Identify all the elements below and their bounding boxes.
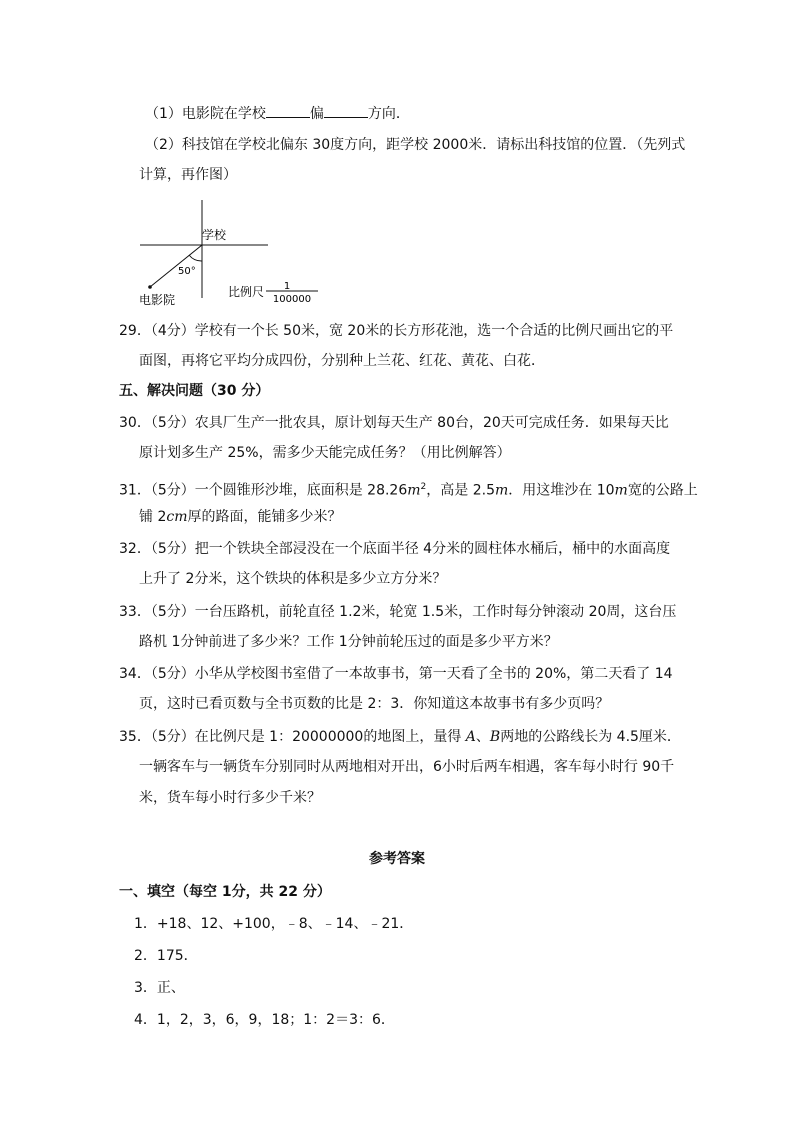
q31-unit-1: m xyxy=(407,482,421,499)
answer-1: 1．+18、12、+100，﹣8、﹣14、﹣21． xyxy=(134,916,414,932)
q31-line1-b: ，高是 2.5 xyxy=(426,482,495,499)
section5-heading: 五、解决问题（30 分） xyxy=(119,383,270,399)
q28-part2-line1: （2）科技馆在学校北偏东 30度方向，距学校 2000米．请标出科技馆的位置．（先列式 xyxy=(145,137,686,153)
q35-point-b: B xyxy=(489,729,501,745)
school-label: 学校 xyxy=(202,228,227,242)
q28-part1-text-b: 偏 xyxy=(309,106,324,122)
answer-2: 2．175． xyxy=(134,948,198,964)
q28-blank-1 xyxy=(266,103,310,118)
q31-line2-b: 厚的路面，能铺多少米？ xyxy=(187,509,342,525)
q35-line2: 一辆客车与一辆货车分别同时从两地相对开出，6小时后两车相遇，客车每小时行 90千 xyxy=(139,759,675,775)
q31-line2 xyxy=(139,507,341,527)
q28-part1-text-a: （1）电影院在学校 xyxy=(145,106,266,122)
q32-line1: 32．（5分）把一个铁块全部浸没在一个底面半径 4分米的圆柱体水桶后，桶中的水面高度 xyxy=(119,541,671,557)
scale-numerator: 1 xyxy=(283,281,291,292)
q31-line2-a: 铺 2 xyxy=(139,509,167,525)
q31-line1 xyxy=(119,477,698,501)
q28-blank-2 xyxy=(324,103,368,118)
q31-line1-d: 宽的公路上 xyxy=(627,482,698,499)
q30-line2: 原计划多生产 25%，需多少天能完成任务？（用比例解答） xyxy=(139,445,511,461)
cinema-label: 电影院 xyxy=(139,293,176,307)
answers-section1-heading: 一、填空（每空 1分，共 22 分） xyxy=(119,884,331,900)
q28-part1-text-c: 方向． xyxy=(367,106,410,122)
q29-line2: 面图，再将它平均分成四份，分别种上兰花、红花、黄花、白花． xyxy=(139,353,545,369)
q33-line2: 路机 1分钟前进了多少米？工作 1分钟前轮压过的面是多少平方米？ xyxy=(139,634,558,650)
scale-denominator: 100000 xyxy=(272,294,312,305)
scale-label: 比例尺 xyxy=(228,285,265,299)
answer-4: 4．1，2，3，6，9，18；1：2＝3：6． xyxy=(134,1012,395,1028)
q31-unit-3: m xyxy=(614,482,628,499)
q29-line1: 29．（4分）学校有一个长 50米，宽 20米的长方形花池，选一个合适的比例尺画出它的平 xyxy=(119,323,674,339)
angle-label: 50° xyxy=(178,266,196,277)
q35-line1 xyxy=(119,727,681,747)
q34-line1: 34．（5分）小华从学校图书室借了一本故事书，第一天看了全书的 20%，第二天看了 14 xyxy=(119,666,673,682)
q34-line2: 页，这时已看页数与全书页数的比是 2：3．你知道这本故事书有多少页吗？ xyxy=(139,696,610,712)
q28-part2-line2: 计算，再作图） xyxy=(139,167,237,183)
q35-separator: 、 xyxy=(475,729,490,745)
q31-superscript: 2 xyxy=(420,482,427,492)
q33-line1: 33．（5分）一台压路机，前轮直径 1.2米，轮宽 1.5米，工作时每分钟滚动 20周，这台压 xyxy=(119,604,677,620)
q30-line1: 30．（5分）农具厂生产一批农具，原计划每天生产 80台，20天可完成任务．如果每天比 xyxy=(119,415,669,431)
q35-line1-b: 两地的公路线长为 4.5厘米． xyxy=(500,729,681,745)
q31-unit-2: m xyxy=(494,482,509,499)
q28-part1 xyxy=(145,103,410,124)
q35-point-a: A xyxy=(465,729,476,745)
direction-figure xyxy=(130,198,350,308)
q31-unit-cm: cm xyxy=(166,509,188,525)
answer-3: 3．正、 xyxy=(134,980,185,996)
q31-line1-c: ．用这堆沙在 10 xyxy=(508,482,615,499)
q35-line3: 米，货车每小时行多少千米？ xyxy=(139,790,321,806)
angle-arc xyxy=(189,255,202,261)
q35-line1-a: 35．（5分）在比例尺是 1：20000000的地图上，量得 xyxy=(119,729,466,745)
q32-line2: 上升了 2分米，这个铁块的体积是多少立方分米？ xyxy=(139,571,447,587)
q31-line1-a: 31．（5分）一个圆锥形沙堆，底面积是 28.26 xyxy=(119,482,408,499)
answers-title: 参考答案 xyxy=(369,851,425,867)
cinema-point xyxy=(148,285,152,289)
